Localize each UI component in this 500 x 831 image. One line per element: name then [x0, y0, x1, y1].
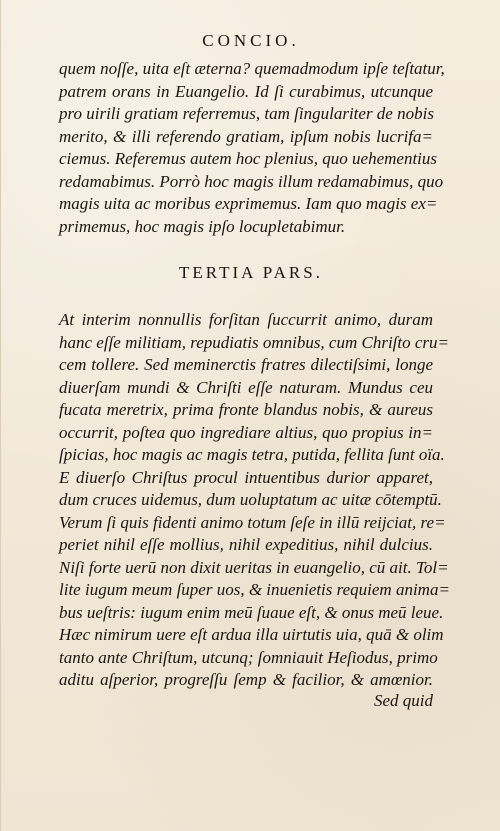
- text-line: lite iugum meum ſuper uos, & inuenietis requiem anima=: [59, 580, 450, 599]
- text-line: dum cruces uidemus, dum uoluptatum ac uitæ cōtemptū.: [59, 490, 442, 509]
- text-line: E diuerſo Chriſtus procul intuentibus durior apparet,: [59, 467, 433, 487]
- text-line: primemus, hoc magis ipſo locupletabimur.: [59, 216, 346, 236]
- text-line: Hæc nimirum uere eſt ardua illa uirtutis uia, quā & olim: [59, 625, 444, 644]
- text-line: cem tollere. Sed meminerctis fratres dilectiſsimi, longe: [59, 355, 433, 374]
- running-head: CONCIO.: [202, 31, 300, 50]
- section-heading: TERTIA PARS.: [179, 263, 323, 282]
- text-line: tanto ante Chriſtum, utcunq; ſomniauit Heſiodus, primo: [59, 647, 438, 667]
- catchword: Sed quid: [373, 691, 433, 710]
- text-line: merito, & illi referendo gratiam, ipſum nobis lucrifa=: [59, 126, 433, 146]
- text-line: patrem orans in Euangelio. Id ſi curabimus, utcunque: [59, 81, 433, 101]
- paragraph-block-2: [59, 309, 450, 692]
- text-line: At interim nonnullis forſitan ſuccurrit animo, duram: [59, 310, 433, 329]
- text-line: redamabimus. Porrò hoc magis illum redamabimus, quo: [59, 171, 444, 191]
- text-line: diuerſam mundi & Chriſti eſſe naturam. Mundus ceu: [59, 377, 433, 397]
- text-line: bus ueſtris: iugum enim meū ſuaue eſt, & onus meū leue.: [59, 602, 444, 622]
- paragraph-block-1: [59, 58, 445, 238]
- text-line: magis uita ac moribus exprimemus. Iam quo magis ex=: [59, 194, 438, 213]
- text-line: fucata meretrix, prima fronte blandus nobis, & aureus: [59, 400, 433, 419]
- text-line: Niſi forte uerū non dixit ueritas in euangelio, cū ait. Tol=: [59, 557, 449, 577]
- text-line: occurrit, poſtea quo ingrediare altius, quo propius in=: [59, 422, 433, 442]
- text-line: hanc eſſe militiam, repudiatis omnibus, cum Chriſto cru=: [59, 332, 450, 352]
- text-line: pro uirili gratiam referremus, tam ſingulariter de nobis: [59, 104, 434, 123]
- text-line: ſpicias, hoc magis ac magis tetra, putida, fellita ſunt oïa.: [59, 445, 445, 464]
- text-line: periet nihil eſſe mollius, nihil expeditius, nihil dulcius.: [59, 535, 433, 554]
- text-line: Verum ſi quis fidenti animo totum ſeſe in illū reijciat, re=: [59, 512, 446, 532]
- text-line: aditu aſperior, progreſſu ſemp & facilior, & amœnior.: [59, 670, 433, 689]
- text-line: quem noſſe, uita eſt æterna? quemadmodum ipſe teſtatur,: [59, 59, 445, 78]
- text-line: ciemus. Referemus autem hoc plenius, quo uehementius: [59, 149, 438, 168]
